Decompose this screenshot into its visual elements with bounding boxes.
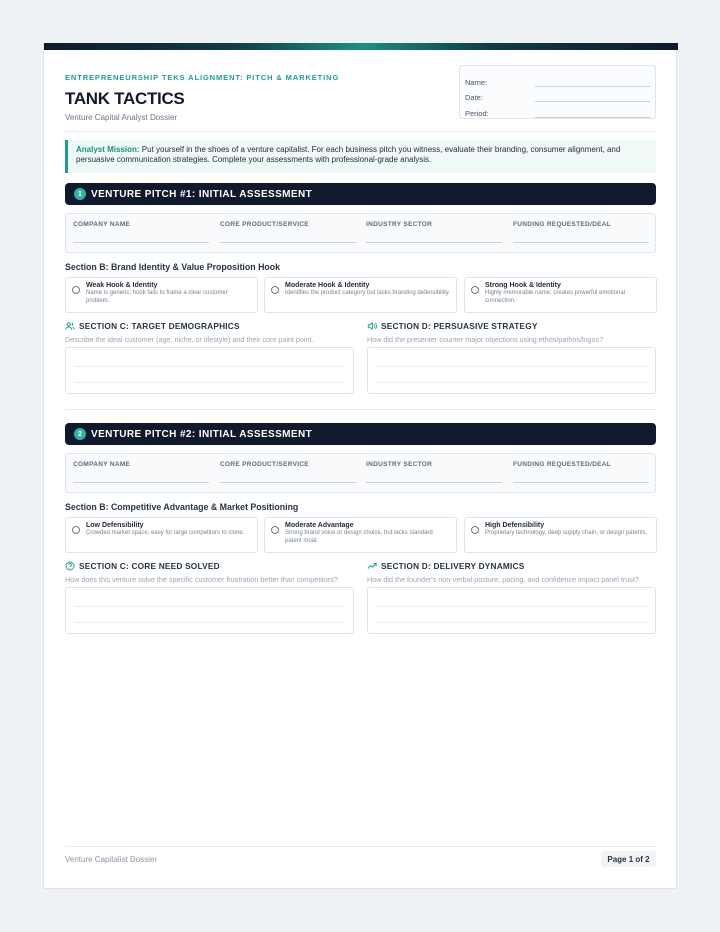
answer-line — [376, 366, 647, 367]
pitch-2-header — [65, 423, 656, 445]
pitch-1-number: 1 — [74, 188, 86, 200]
period-row — [465, 102, 650, 118]
pitch-1-section-c-prompt: Describe the ideal customer (age, niche, or lifestyle) and their core paint point. — [65, 335, 314, 344]
field-label: COMPANY NAME — [73, 221, 131, 228]
period-line[interactable] — [535, 108, 650, 118]
mission-text: Put yourself in the shoes of a venture capitalist. For each business pitch you witness, evaluate their branding, consumer alignment, and persuasive communication strategies. Complete your assessments with professional-grade analysis. — [76, 145, 621, 164]
pitch-1-section-b-title: Section B: Brand Identity & Value Proposition Hook — [65, 262, 281, 272]
pitch-1-header — [65, 183, 656, 205]
period-label: Period: — [465, 108, 489, 118]
pitch-2-section-d-heading — [367, 561, 524, 571]
footer-title: Venture Capitalist Dossier — [65, 855, 158, 864]
pitch-2-option-low[interactable] — [65, 517, 258, 553]
page-title: TANK TACTICS — [65, 89, 185, 108]
option-title: Weak Hook & Identity — [86, 282, 158, 289]
page-number-badge: Page 1 of 2 — [601, 851, 656, 867]
radio-button[interactable] — [271, 286, 279, 294]
pitch-1-title: VENTURE PITCH #1: INITIAL ASSESSMENT — [91, 188, 313, 200]
pitch-1-section-c-heading — [65, 321, 240, 331]
date-label: Date: — [465, 93, 483, 102]
top-accent-bar — [44, 43, 678, 50]
pitch-1-option-strong[interactable] — [464, 277, 657, 313]
option-title: High Defensibility — [485, 522, 545, 529]
option-title: Moderate Advantage — [285, 522, 354, 529]
pitch-2-section-d-answer-box[interactable] — [367, 587, 656, 634]
field-label: INDUSTRY SECTOR — [366, 221, 433, 228]
field-label: FUNDING REQUESTED/DEAL — [513, 461, 611, 468]
option-title: Low Defensibility — [86, 522, 144, 529]
worksheet-page — [43, 43, 677, 889]
trend-icon — [367, 561, 377, 571]
section-d-title: SECTION D: PERSUASIVE STRATEGY — [381, 321, 538, 331]
pitch-1-option-moderate[interactable] — [264, 277, 457, 313]
pitch-2-section-d-prompt: How did the founder's non-verbal posture, pacing, and confidence impact panel trust? — [367, 575, 639, 584]
name-label: Name: — [465, 77, 488, 87]
answer-line — [376, 382, 647, 383]
section-c-title: SECTION C: TARGET DEMOGRAPHICS — [79, 321, 240, 331]
option-desc: Proprietary technology, deep supply chain, or design patents. — [485, 530, 648, 536]
option-desc: Strong brand voice or design choice, but lacks standard patent moat. — [285, 530, 433, 544]
section-d-title: SECTION D: DELIVERY DYNAMICS — [381, 561, 525, 571]
pitch-1-section-d-prompt: How did the presenter counter major objections using ethos/pathos/logos? — [367, 335, 604, 344]
field-label: FUNDING REQUESTED/DEAL — [513, 221, 611, 228]
question-icon — [65, 561, 75, 571]
name-row — [465, 71, 650, 87]
footer-divider — [65, 846, 656, 847]
answer-line — [74, 606, 345, 607]
date-row — [465, 87, 650, 103]
radio-button[interactable] — [471, 526, 479, 534]
field-industry-sector — [366, 461, 502, 483]
option-desc: Name is generic; hook fails to frame a clear customer problem. — [86, 290, 228, 304]
pitch-2-fields — [65, 453, 656, 493]
pitch-1-section-c-answer-box[interactable] — [65, 347, 354, 394]
pitch-2-title: VENTURE PITCH #2: INITIAL ASSESSMENT — [91, 428, 313, 440]
header-divider — [65, 131, 656, 132]
radio-button[interactable] — [271, 526, 279, 534]
pitch-2-option-high[interactable] — [464, 517, 657, 553]
pitch-divider — [65, 409, 656, 410]
field-company-name — [73, 221, 209, 243]
date-line[interactable] — [535, 92, 650, 102]
field-line[interactable] — [220, 482, 356, 483]
field-label: COMPANY NAME — [73, 461, 131, 468]
pitch-2-number: 2 — [74, 428, 86, 440]
pitch-2-section-c-prompt: How does this venture solve the specific customer frustration better than competitors? — [65, 575, 338, 584]
answer-line — [74, 366, 345, 367]
field-line[interactable] — [73, 482, 209, 483]
pitch-2-section-c-answer-box[interactable] — [65, 587, 354, 634]
radio-button[interactable] — [72, 526, 80, 534]
field-label: CORE PRODUCT/SERVICE — [220, 221, 309, 228]
field-line[interactable] — [513, 482, 649, 483]
option-title: Strong Hook & Identity — [485, 282, 561, 289]
pitch-1-fields — [65, 213, 656, 253]
field-core-product — [220, 461, 356, 483]
answer-line — [74, 622, 345, 623]
pitch-1-section-d-answer-box[interactable] — [367, 347, 656, 394]
answer-line — [376, 622, 647, 623]
mission-callout — [65, 140, 656, 173]
option-desc: Highly memorable name; creates powerful emotional connection. — [485, 290, 626, 304]
pitch-2-option-moderate[interactable] — [264, 517, 457, 553]
field-line[interactable] — [366, 242, 502, 243]
field-company-name — [73, 461, 209, 483]
student-info-box — [459, 65, 656, 119]
teks-kicker: ENTREPRENEURSHIP TEKS ALIGNMENT: PITCH & MARKETING — [65, 73, 340, 82]
field-line[interactable] — [513, 242, 649, 243]
users-icon — [65, 321, 75, 331]
pitch-1-option-weak[interactable] — [65, 277, 258, 313]
field-line[interactable] — [220, 242, 356, 243]
answer-line — [376, 606, 647, 607]
option-title: Moderate Hook & Identity — [285, 282, 370, 289]
field-label: CORE PRODUCT/SERVICE — [220, 461, 309, 468]
field-label: INDUSTRY SECTOR — [366, 461, 433, 468]
field-industry-sector — [366, 221, 502, 243]
field-funding — [513, 461, 649, 483]
speaker-icon — [367, 321, 377, 331]
field-core-product — [220, 221, 356, 243]
field-funding — [513, 221, 649, 243]
option-desc: Crowded market space; easy for large competitors to clone. — [86, 530, 245, 536]
pitch-2-section-c-heading — [65, 561, 220, 571]
page-subtitle: Venture Capital Analyst Dossier — [65, 113, 178, 122]
radio-button[interactable] — [72, 286, 80, 294]
answer-line — [74, 382, 345, 383]
mission-label: Analyst Mission: — [76, 145, 140, 154]
pitch-1-section-d-heading — [367, 321, 538, 331]
section-c-title: SECTION C: CORE NEED SOLVED — [79, 561, 220, 571]
field-line[interactable] — [366, 482, 502, 483]
radio-button[interactable] — [471, 286, 479, 294]
name-line[interactable] — [535, 77, 650, 87]
field-line[interactable] — [73, 242, 209, 243]
pitch-2-section-b-title: Section B: Competitive Advantage & Market Positioning — [65, 502, 299, 512]
option-desc: Identifies the product category but lacks branding defensibility. — [285, 290, 450, 296]
